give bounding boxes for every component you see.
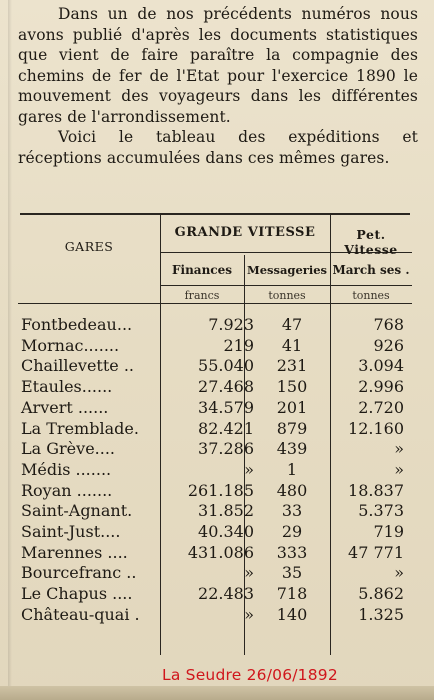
marchandises-value: » (394, 439, 404, 459)
station-name: Royan ....... (21, 480, 113, 500)
finances-value: 22.483 (198, 584, 254, 604)
finances-value: 431.086 (187, 542, 254, 562)
finances-value: 261.185 (187, 480, 254, 500)
station-name: Saint-Just.... (21, 522, 121, 541)
table-row (18, 397, 412, 418)
article-intro (18, 4, 418, 168)
table-row (18, 604, 412, 625)
messageries-value: 333 (276, 542, 308, 562)
station-name: La Grève.... (21, 439, 115, 459)
finances-value: 37.286 (198, 439, 254, 459)
marchandises-value: 5.373 (358, 501, 404, 521)
messageries-value: 29 (281, 522, 303, 541)
table-row (18, 521, 412, 542)
table-row (18, 355, 412, 376)
grande-vitesse-header: GRANDE VITESSE (174, 225, 316, 240)
marchandises-header: March ses . (332, 263, 410, 277)
station-name: Saint-Agnant. (21, 501, 133, 521)
station-name: Chaillevette .. (21, 356, 134, 376)
marchandises-value: 926 (373, 335, 404, 355)
finances-value: 7.923 (208, 315, 254, 334)
finances-unit: francs (184, 289, 220, 302)
marchandises-value: 2.996 (358, 377, 404, 397)
messageries-value: 150 (276, 377, 308, 397)
finances-value: 219 (223, 335, 254, 355)
paper-bottom-edge (0, 686, 434, 700)
header-rule (160, 285, 412, 286)
station-name: Château-quai . (21, 604, 140, 624)
marchandises-value: 2.720 (358, 397, 404, 417)
station-name: Etaules...... (21, 377, 113, 397)
station-name: Marennes .... (21, 542, 128, 562)
marchandises-value: » (394, 563, 404, 583)
table-row (18, 542, 412, 563)
messageries-value: 140 (276, 604, 308, 624)
marchandises-value: 5.862 (358, 584, 404, 604)
messageries-header: Messageries (246, 263, 328, 277)
messageries-value: 201 (276, 397, 308, 417)
finances-value: 40.340 (198, 522, 254, 541)
finances-value: 27.468 (198, 377, 254, 397)
finances-value: 82.421 (198, 418, 254, 438)
table-row (18, 500, 412, 521)
messageries-value: 480 (276, 480, 308, 500)
messageries-value: 1 (286, 459, 298, 479)
messageries-value: 33 (281, 501, 303, 521)
messageries-value: 879 (276, 418, 308, 438)
messageries-value: 718 (276, 584, 308, 604)
stations-table (18, 215, 412, 655)
finances-value: 31.852 (198, 501, 254, 521)
marchandises-value: 3.094 (358, 356, 404, 376)
marchandises-value: 719 (373, 522, 404, 541)
finances-value: » (244, 459, 254, 479)
finances-header: Finances (172, 263, 232, 277)
station-name: Mornac....... (21, 335, 120, 355)
station-name: Fontbedeau... (21, 315, 133, 334)
table-row (18, 459, 412, 480)
station-name: La Tremblade. (21, 418, 139, 438)
intro-paragraph-1: Dans un de nos précédents numéros nous avons publié d'après les documents statistiques que vient de faire paraître la compagnie des chemins de fer de l'Etat pour l'exercice 1890 le mouvement des voyageurs dans les différentes gares de l'arrondissement. (18, 5, 418, 126)
table-row (18, 314, 412, 335)
station-name: Le Chapus .... (21, 584, 133, 604)
messageries-value: 439 (276, 439, 308, 459)
table-row (18, 562, 412, 583)
messageries-value: 231 (276, 356, 308, 376)
table-row (18, 438, 412, 459)
intro-paragraph-2: Voici le tableau des expéditions et réceptions accumulées dans ces mêmes gares. (18, 128, 418, 167)
marchandises-unit: tonnes (352, 289, 390, 302)
petite-vitesse-header: Pet. Vitesse (344, 227, 398, 257)
table-row (18, 376, 412, 397)
table-row (18, 418, 412, 439)
marchandises-value: 1.325 (358, 604, 404, 624)
finances-value: » (244, 563, 254, 583)
table-row (18, 583, 412, 604)
finances-value: 55.040 (198, 356, 254, 376)
station-name: Médis ....... (21, 459, 112, 479)
station-name: Arvert ...... (21, 397, 109, 417)
messageries-unit: tonnes (268, 289, 306, 302)
messageries-value: 35 (281, 563, 303, 583)
marchandises-value: » (394, 459, 404, 479)
gares-header: GARES (64, 239, 114, 254)
marchandises-value: 47 771 (348, 542, 404, 562)
messageries-value: 47 (281, 315, 303, 334)
paper-fold-shadow (8, 0, 12, 700)
marchandises-value: 12.160 (348, 418, 404, 438)
station-name: Bourcefranc .. (21, 563, 137, 583)
table-row (18, 335, 412, 356)
table-row (18, 480, 412, 501)
finances-value: » (244, 604, 254, 624)
marchandises-value: 768 (373, 315, 404, 334)
messageries-value: 41 (281, 335, 303, 355)
marchandises-value: 18.837 (348, 480, 404, 500)
finances-value: 34.579 (198, 397, 254, 417)
header-rule (18, 303, 412, 304)
source-caption: La Seudre 26/06/1892 (162, 666, 338, 684)
